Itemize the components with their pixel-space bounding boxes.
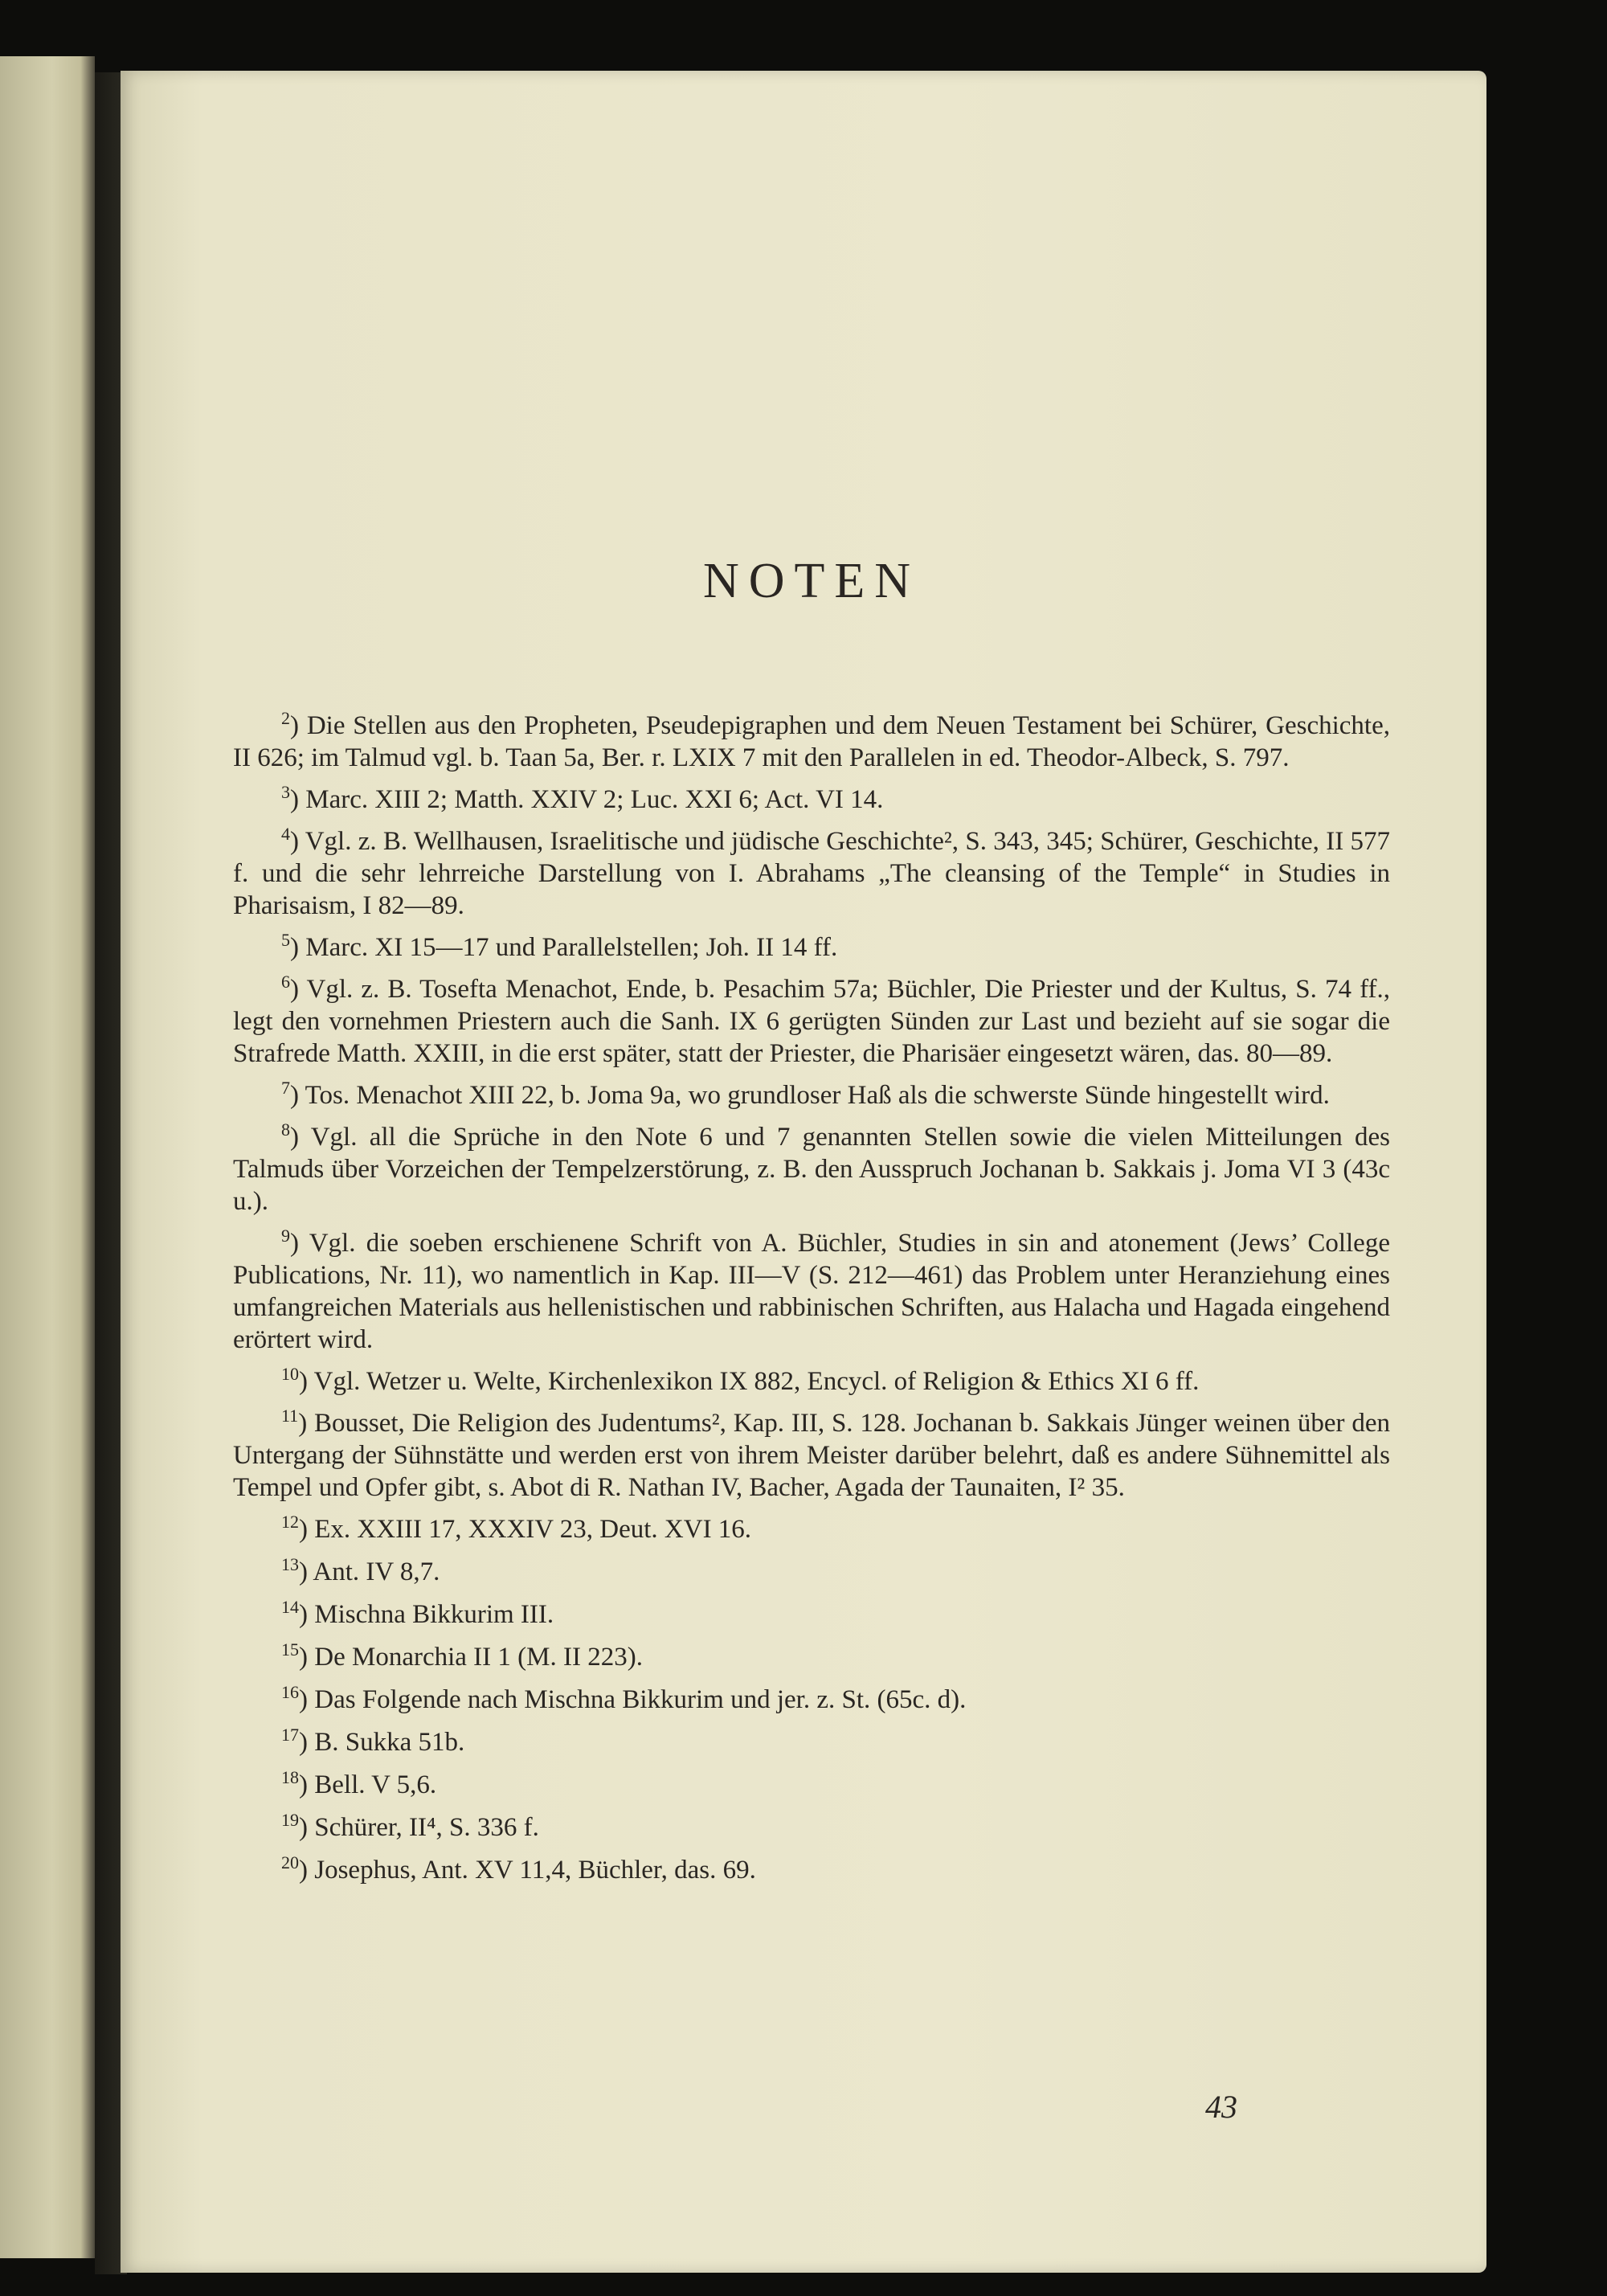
notes-list xyxy=(233,710,1390,1897)
note-number: 18 xyxy=(281,1767,299,1787)
note-19: $^{19}$) Schürer, II⁴, S. 336 f. xyxy=(281,1810,539,1842)
note-7: $^7$) Tos. Menachot XIII 22, b. Joma 9a, wo grundloser Haß als die schwerste Sünde hingestellt wird. xyxy=(281,1078,1330,1110)
note-text: De Monarchia II 1 (M. II 223). xyxy=(314,1643,643,1672)
note-text: Marc. XI 15—17 und Parallelstellen; Joh. II 14 ff. xyxy=(305,933,838,962)
note-2: $^2$) Die Stellen aus den Propheten, Pseudepigraphen und dem Neuen Testament bei Schürer, Geschichte, II 626; im Talmud vgl. b. Taan 5a, Ber. r. LXIX 7 mit den Parallelen in ed. Theodor-Albeck, S. 797. xyxy=(233,708,1390,772)
note-number: 13 xyxy=(281,1554,299,1574)
note-number: 15 xyxy=(281,1639,299,1660)
note-number: 20 xyxy=(281,1852,299,1872)
note-number: 9 xyxy=(281,1226,290,1246)
note-text: Ex. XXIII 17, XXXIV 23, Deut. XVI 16. xyxy=(314,1515,752,1544)
note-text: Vgl. all die Sprüche in den Note 6 und 7 genannten Stellen sowie die vielen Mitteilungen des Talmuds über Vorzeichen der Tempelzerstörung, z. B. den Ausspruch Jochanan b. Sakkais j. Joma VI 3 (43c u.). xyxy=(233,1123,1390,1216)
note-text: Das Folgende nach Mischna Bikkurim und jer. z. St. (65c. d). xyxy=(314,1685,967,1714)
note-8: $^8$) Vgl. all die Sprüche in den Note 6 und 7 genannten Stellen sowie die vielen Mitteilungen des Talmuds über Vorzeichen der Tempelzerstörung, z. B. den Ausspruch Jochanan b. Sakkais j. Joma VI 3 (43c u.). xyxy=(233,1119,1390,1216)
note-number: 10 xyxy=(281,1364,299,1384)
note-number: 12 xyxy=(281,1512,299,1532)
note-text: Vgl. Wetzer u. Welte, Kirchenlexikon IX 882, Encycl. of Religion & Ethics XI 6 ff. xyxy=(313,1367,1200,1396)
note-10: $^{10}$) Vgl. Wetzer u. Welte, Kirchenlexikon IX 882, Encycl. of Religion & Ethics XI 6 ff. xyxy=(281,1364,1200,1396)
note-12: $^{12}$) Ex. XXIII 17, XXXIV 23, Deut. XVI 16. xyxy=(281,1512,752,1544)
note-number: 2 xyxy=(281,708,290,728)
note-number: 14 xyxy=(281,1597,299,1617)
page-title: NOTEN xyxy=(702,554,921,608)
page-number: 43 xyxy=(1205,2089,1237,2125)
note-11: $^{11}$) Bousset, Die Religion des Judentums², Kap. III, S. 128. Jochanan b. Sakkais Jünger weinen über den Untergang der Sühnstätte und werden erst von ihrem Meister darüber belehrt, daß es andere Sühnemittel als Tempel und Opfer gibt, s. Abot di R. Nathan IV, Bacher, Agada der Taunaiten, I² 35. xyxy=(233,1406,1390,1502)
note-number: 4 xyxy=(281,824,290,844)
note-number: 16 xyxy=(281,1682,299,1702)
note-text: Bell. V 5,6. xyxy=(314,1770,437,1799)
note-text: Bousset, Die Religion des Judentums², Kap. III, S. 128. Jochanan b. Sakkais Jünger weinen über den Untergang der Sühnstätte und werden erst von ihrem Meister darüber belehrt, daß es andere Sühnemittel als Tempel und Opfer gibt, s. Abot di R. Nathan IV, Bacher, Agada der Taunaiten, I² 35. xyxy=(233,1409,1390,1502)
note-text: Vgl. z. B. Wellhausen, Israelitische und jüdische Geschichte², S. 343, 345; Schürer, Geschichte, II 577 f. und die sehr lehrreiche Darstellung von I. Abrahams „The cleansing of the Temple“ in Studies in Pharisaism, I 82—89. xyxy=(233,827,1390,920)
note-16: $^{16}$) Das Folgende nach Mischna Bikkurim und jer. z. St. (65c. d). xyxy=(281,1682,967,1714)
note-text: Vgl. z. B. Tosefta Menachot, Ende, b. Pesachim 57a; Büchler, Die Priester und der Kultus, S. 74 ff., legt den vornehmen Priestern auch die Sanh. IX 6 gerügten Sünden zur Last und bezieht auf sie sogar die Strafrede Matth. XXIII, in die erst später, statt der Priester, die Pharisäer eingesetzt wären, das. 80—89. xyxy=(233,975,1390,1068)
note-13: $^{13}$) Ant. IV 8,7. xyxy=(281,1554,440,1586)
note-number: 7 xyxy=(281,1078,290,1098)
note-6: $^6$) Vgl. z. B. Tosefta Menachot, Ende, b. Pesachim 57a; Büchler, Die Priester und der Kultus, S. 74 ff., legt den vornehmen Priestern auch die Sanh. IX 6 gerügten Sünden zur Last und bezieht auf sie sogar die Strafrede Matth. XXIII, in die erst später, statt der Priester, die Pharisäer eingesetzt wären, das. 80—89. xyxy=(233,972,1390,1068)
note-text: Mischna Bikkurim III. xyxy=(314,1600,554,1629)
note-text: Marc. XIII 2; Matth. XXIV 2; Luc. XXI 6; Act. VI 14. xyxy=(305,785,884,814)
note-9: $^9$) Vgl. die soeben erschienene Schrift von A. Büchler, Studies in sin and atonement (Jews’ College Publications, Nr. 11), wo namentlich in Kap. III—V (S. 212—461) das Problem unter Heranziehung eines umfangreichen Materials aus hellenistischen und rabbinischen Schriften, aus Halacha und Hagada eingehend erörtert wird. xyxy=(233,1226,1390,1354)
note-number: 3 xyxy=(281,782,290,802)
note-text: Ant. IV 8,7. xyxy=(313,1557,440,1586)
note-number: 17 xyxy=(281,1725,299,1745)
note-20: $^{20}$) Josephus, Ant. XV 11,4, Büchler, das. 69. xyxy=(281,1852,756,1885)
note-number: 5 xyxy=(281,930,290,950)
note-text: B. Sukka 51b. xyxy=(314,1728,465,1757)
note-3: $^3$) Marc. XIII 2; Matth. XXIV 2; Luc. XXI 6; Act. VI 14. xyxy=(281,782,884,814)
note-text: Vgl. die soeben erschienene Schrift von A. Büchler, Studies in sin and atonement (Jews’ College Publications, Nr. 11), wo namentlich in Kap. III—V (S. 212—461) das Problem unter Heranziehung eines umfangreichen Materials aus hellenistischen und rabbinischen Schriften, aus Halacha und Hagada eingehend erörtert wird. xyxy=(233,1229,1390,1354)
note-number: 6 xyxy=(281,972,290,992)
note-text: Josephus, Ant. XV 11,4, Büchler, das. 69. xyxy=(314,1856,756,1885)
book-page xyxy=(121,71,1486,2273)
note-number: 11 xyxy=(281,1406,299,1426)
note-14: $^{14}$) Mischna Bikkurim III. xyxy=(281,1597,554,1629)
note-15: $^{15}$) De Monarchia II 1 (M. II 223). xyxy=(281,1639,643,1672)
note-5: $^5$) Marc. XI 15—17 und Parallelstellen; Joh. II 14 ff. xyxy=(281,930,838,962)
note-text: Tos. Menachot XIII 22, b. Joma 9a, wo grundloser Haß als die schwerste Sünde hingestellt wird. xyxy=(305,1081,1330,1110)
note-17: $^{17}$) B. Sukka 51b. xyxy=(281,1725,465,1757)
previous-page-edge xyxy=(0,56,95,2258)
note-text: Die Stellen aus den Propheten, Pseudepigraphen und dem Neuen Testament bei Schürer, Geschichte, II 626; im Talmud vgl. b. Taan 5a, Ber. r. LXIX 7 mit den Parallelen in ed. Theodor-Albeck, S. 797. xyxy=(233,711,1390,772)
note-number: 8 xyxy=(281,1119,290,1140)
note-text: Schürer, II⁴, S. 336 f. xyxy=(314,1813,539,1842)
note-4: $^4$) Vgl. z. B. Wellhausen, Israelitische und jüdische Geschichte², S. 343, 345; Schürer, Geschichte, II 577 f. und die sehr lehrreiche Darstellung von I. Abrahams „The cleansing of the Temple“ in Studies in Pharisaism, I 82—89. xyxy=(233,824,1390,920)
note-number: 19 xyxy=(281,1810,299,1830)
note-18: $^{18}$) Bell. V 5,6. xyxy=(281,1767,437,1799)
